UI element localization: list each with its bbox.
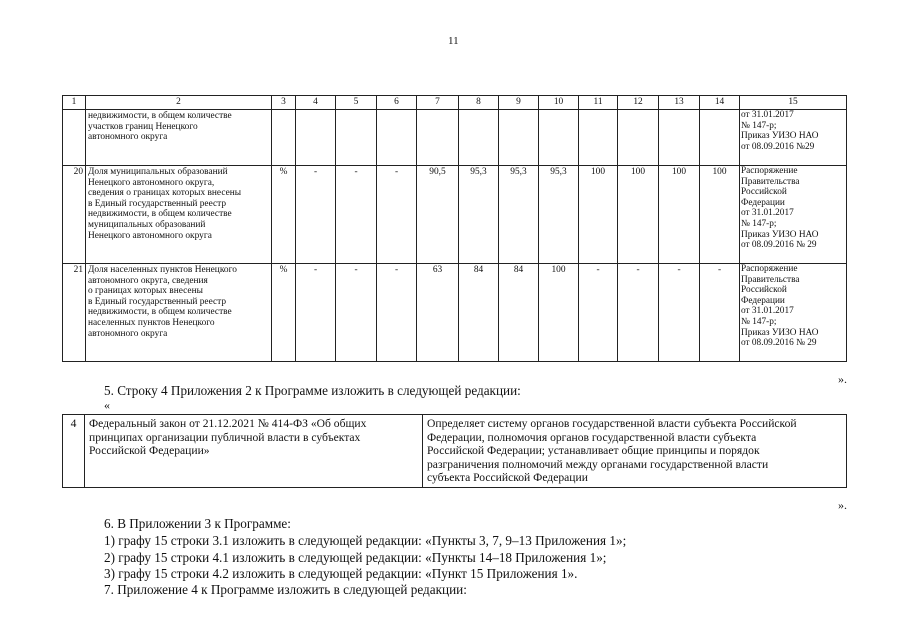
indicators-table <box>62 95 847 362</box>
value-cell: - <box>579 264 618 362</box>
value-cell: 100 <box>659 166 700 264</box>
row-number: 21 <box>63 264 86 362</box>
indicator-line: в Единый государственный реестр <box>88 198 227 209</box>
basis-line: Российской <box>741 285 787 296</box>
row-number: 20 <box>63 166 86 264</box>
unit-cell <box>272 110 296 166</box>
indicator-line: населенных пунктов Ненецкого <box>88 317 215 328</box>
basis-line: от 08.09.2016 № 29 <box>741 240 817 251</box>
value-cell <box>618 110 659 166</box>
law-description-line: разграничения полномочий между органами государственной власти <box>427 457 769 471</box>
value-cell <box>659 110 700 166</box>
column-header: 14 <box>700 96 740 110</box>
indicator-name <box>86 264 272 362</box>
indicator-line: о границах которых внесены <box>88 286 203 297</box>
law-table <box>62 414 847 488</box>
basis-line: № 147-р; <box>741 316 777 327</box>
indicator-line: недвижимости, в общем количестве <box>88 111 232 121</box>
indicator-line: автономного округа, сведения <box>88 275 208 286</box>
table-row <box>63 415 847 488</box>
table-row <box>63 264 847 362</box>
column-header: 7 <box>417 96 459 110</box>
law-description <box>423 415 847 488</box>
value-cell <box>579 110 618 166</box>
law-title-line: Федеральный закон от 21.12.2021 № 414-ФЗ «Об общих <box>89 417 367 430</box>
table-row <box>63 110 847 166</box>
list-item-3: 3) графу 15 строки 4.2 изложить в следующей редакции: «Пункт 15 Приложения 1». <box>104 566 578 581</box>
value-cell <box>700 110 740 166</box>
value-cell: - <box>618 264 659 362</box>
column-header: 9 <box>499 96 539 110</box>
value-cell: - <box>659 264 700 362</box>
paragraph-6: 6. В Приложении 3 к Программе: <box>104 516 291 531</box>
basis-line: Федерации <box>741 197 785 208</box>
law-description-line: Российской Федерации; устанавливает общие принципы и порядок <box>427 444 760 458</box>
page-number: 11 <box>448 35 459 47</box>
indicator-name <box>86 166 272 264</box>
basis-cell <box>740 264 847 362</box>
opening-quote: « <box>104 398 110 412</box>
indicator-line: сведения о границах которых внесены <box>88 188 242 199</box>
value-cell <box>336 110 377 166</box>
indicator-line: муниципальных образований <box>88 219 206 230</box>
basis-line: Распоряжение <box>741 166 798 176</box>
indicator-name <box>86 110 272 166</box>
value-cell: - <box>377 264 417 362</box>
column-header: 8 <box>459 96 499 110</box>
value-cell: 100 <box>700 166 740 264</box>
indicator-line: недвижимости, в общем количестве <box>88 209 232 220</box>
indicator-line: автономного округа <box>88 328 168 339</box>
value-cell: - <box>377 166 417 264</box>
basis-line: Правительства <box>741 274 800 285</box>
law-title-line: принципах организации публичной власти в субъектах <box>89 430 361 444</box>
column-header: 4 <box>296 96 336 110</box>
value-cell: - <box>296 166 336 264</box>
value-cell: 100 <box>579 166 618 264</box>
value-cell: 63 <box>417 264 459 362</box>
basis-line: от 31.01.2017 <box>741 306 794 317</box>
basis-line: от 08.09.2016 №29 <box>741 141 815 152</box>
value-cell <box>539 110 579 166</box>
value-cell <box>377 110 417 166</box>
basis-line: Правительства <box>741 176 800 187</box>
table-row <box>63 166 847 264</box>
basis-cell <box>740 110 847 166</box>
column-header: 5 <box>336 96 377 110</box>
value-cell <box>459 110 499 166</box>
indicator-line: автономного округа <box>88 132 168 143</box>
column-header: 2 <box>86 96 272 110</box>
basis-line: Приказ УИЗО НАО <box>741 131 819 142</box>
paragraph-7: 7. Приложение 4 к Программе изложить в следующей редакции: <box>104 582 467 597</box>
column-header: 15 <box>740 96 847 110</box>
basis-line: № 147-р; <box>741 218 777 229</box>
basis-cell <box>740 166 847 264</box>
value-cell: - <box>336 166 377 264</box>
indicator-line: Ненецкого автономного округа <box>88 230 212 241</box>
value-cell: 90,5 <box>417 166 459 264</box>
indicator-line: участков границ Ненецкого <box>88 121 198 132</box>
unit-cell: % <box>272 264 296 362</box>
indicator-line: в Единый государственный реестр <box>88 296 227 307</box>
closing-quote: ». <box>838 372 847 386</box>
basis-line: Распоряжение <box>741 264 798 274</box>
column-header: 3 <box>272 96 296 110</box>
basis-line: Российской <box>741 187 787 198</box>
value-cell: 100 <box>618 166 659 264</box>
indicator-line: Доля муниципальных образований <box>88 167 228 177</box>
column-header: 13 <box>659 96 700 110</box>
basis-line: Приказ УИЗО НАО <box>741 229 819 240</box>
basis-line: от 31.01.2017 <box>741 110 794 120</box>
indicator-line: Доля населенных пунктов Ненецкого <box>88 265 237 275</box>
law-title <box>85 415 423 488</box>
indicator-line: недвижимости, в общем количестве <box>88 307 232 318</box>
paragraph-5: 5. Строку 4 Приложения 2 к Программе изложить в следующей редакции: <box>104 383 521 398</box>
basis-line: № 147-р; <box>741 120 777 131</box>
value-cell: 100 <box>539 264 579 362</box>
law-description-line: субъекта Российской Федерации <box>427 471 588 485</box>
value-cell: 84 <box>459 264 499 362</box>
law-description-line: Федерации, полномочия органов государственной власти субъекта <box>427 430 757 444</box>
basis-line: от 31.01.2017 <box>741 208 794 219</box>
unit-cell: % <box>272 166 296 264</box>
law-description-line: Определяет систему органов государственной власти субъекта Российской <box>427 417 797 430</box>
column-header: 6 <box>377 96 417 110</box>
table-header-row <box>63 96 847 110</box>
column-header: 1 <box>63 96 86 110</box>
basis-line: Федерации <box>741 295 785 306</box>
value-cell <box>417 110 459 166</box>
list-item-1: 1) графу 15 строки 3.1 изложить в следующей редакции: «Пункты 3, 7, 9–13 Приложения 1»; <box>104 533 627 548</box>
closing-quote: ». <box>838 498 847 512</box>
value-cell: 95,3 <box>459 166 499 264</box>
indicator-line: Ненецкого автономного округа, <box>88 177 215 188</box>
value-cell: - <box>296 264 336 362</box>
basis-line: от 08.09.2016 № 29 <box>741 338 817 349</box>
value-cell <box>499 110 539 166</box>
column-header: 12 <box>618 96 659 110</box>
column-header: 10 <box>539 96 579 110</box>
list-item-2: 2) графу 15 строки 4.1 изложить в следующей редакции: «Пункты 14–18 Приложения 1»; <box>104 550 607 565</box>
column-header: 11 <box>579 96 618 110</box>
law-row-number: 4 <box>63 415 85 488</box>
value-cell <box>296 110 336 166</box>
value-cell: 95,3 <box>499 166 539 264</box>
value-cell: 95,3 <box>539 166 579 264</box>
basis-line: Приказ УИЗО НАО <box>741 327 819 338</box>
value-cell: 84 <box>499 264 539 362</box>
row-number <box>63 110 86 166</box>
law-title-line: Российской Федерации» <box>89 444 210 458</box>
value-cell: - <box>700 264 740 362</box>
value-cell: - <box>336 264 377 362</box>
